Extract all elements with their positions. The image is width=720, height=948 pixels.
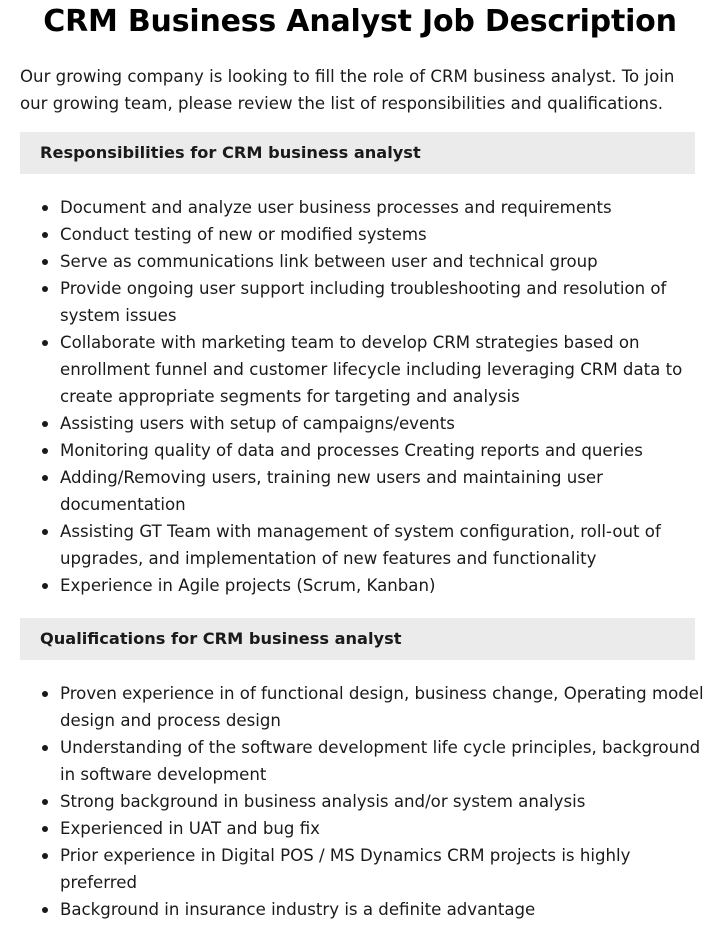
list-item-text: Assisting users with setup of campaigns/events: [60, 414, 455, 433]
list-item-text: Background in insurance industry is a definite advantage: [60, 900, 536, 919]
bullet-icon: [42, 826, 48, 832]
list-item: [20, 275, 710, 329]
bullet-icon: [42, 853, 48, 859]
bullet-icon: [42, 340, 48, 346]
list-item: [20, 572, 710, 599]
bullet-icon: [42, 529, 48, 535]
list-item: [20, 329, 710, 410]
bullet-icon: [42, 475, 48, 481]
list-item: [20, 896, 710, 923]
bullet-icon: [42, 205, 48, 211]
bullet-icon: [42, 691, 48, 697]
list-item-text: Adding/Removing users, training new users and maintaining user documentation: [60, 468, 603, 514]
list-item-text: Document and analyze user business processes and requirements: [60, 198, 612, 217]
responsibilities-heading: Responsibilities for CRM business analyst: [20, 132, 695, 174]
list-item: [20, 194, 710, 221]
bullet-icon: [42, 286, 48, 292]
page-title: CRM Business Analyst Job Description: [43, 4, 677, 39]
list-item-text: Serve as communications link between user and technical group: [60, 252, 598, 271]
list-item-text: Understanding of the software development life cycle principles, background in software development: [60, 738, 701, 784]
list-item: [20, 815, 710, 842]
list-item: [20, 734, 710, 788]
list-item-text: Experience in Agile projects (Scrum, Kanban): [60, 576, 436, 595]
list-item-text: Proven experience in of functional design, business change, Operating model design and process design: [60, 684, 704, 730]
bullet-icon: [42, 583, 48, 589]
qualifications-list: [20, 680, 710, 923]
list-item-text: Assisting GT Team with management of system configuration, roll-out of upgrades, and implementation of new features and functionality: [60, 522, 661, 568]
list-item-text: Conduct testing of new or modified systems: [60, 225, 427, 244]
list-item: [20, 464, 710, 518]
qualifications-heading: Qualifications for CRM business analyst: [20, 618, 695, 660]
bullet-icon: [42, 421, 48, 427]
list-item: [20, 221, 710, 248]
bullet-icon: [42, 232, 48, 238]
bullet-icon: [42, 448, 48, 454]
list-item-text: Provide ongoing user support including troubleshooting and resolution of system issues: [60, 279, 667, 325]
list-item: [20, 248, 710, 275]
list-item: [20, 518, 710, 572]
list-item-text: Strong background in business analysis and/or system analysis: [60, 792, 586, 811]
list-item-text: Prior experience in Digital POS / MS Dynamics CRM projects is highly preferred: [60, 846, 631, 892]
bullet-icon: [42, 907, 48, 913]
list-item: [20, 437, 710, 464]
list-item: [20, 842, 710, 896]
responsibilities-list: [20, 194, 710, 599]
list-item: [20, 410, 710, 437]
list-item-text: Monitoring quality of data and processes Creating reports and queries: [60, 441, 643, 460]
bullet-icon: [42, 259, 48, 265]
list-item-text: Collaborate with marketing team to develop CRM strategies based on enrollment funnel and customer lifecycle including leveraging CRM data to create appropriate segments for targeting and analysis: [60, 333, 683, 406]
list-item: [20, 788, 710, 815]
intro-paragraph: Our growing company is looking to fill the role of CRM business analyst. To join our growing team, please review the list of responsibilities and qualifications.: [20, 67, 675, 113]
list-item-text: Experienced in UAT and bug fix: [60, 819, 320, 838]
list-item: [20, 680, 710, 734]
bullet-icon: [42, 745, 48, 751]
bullet-icon: [42, 799, 48, 805]
